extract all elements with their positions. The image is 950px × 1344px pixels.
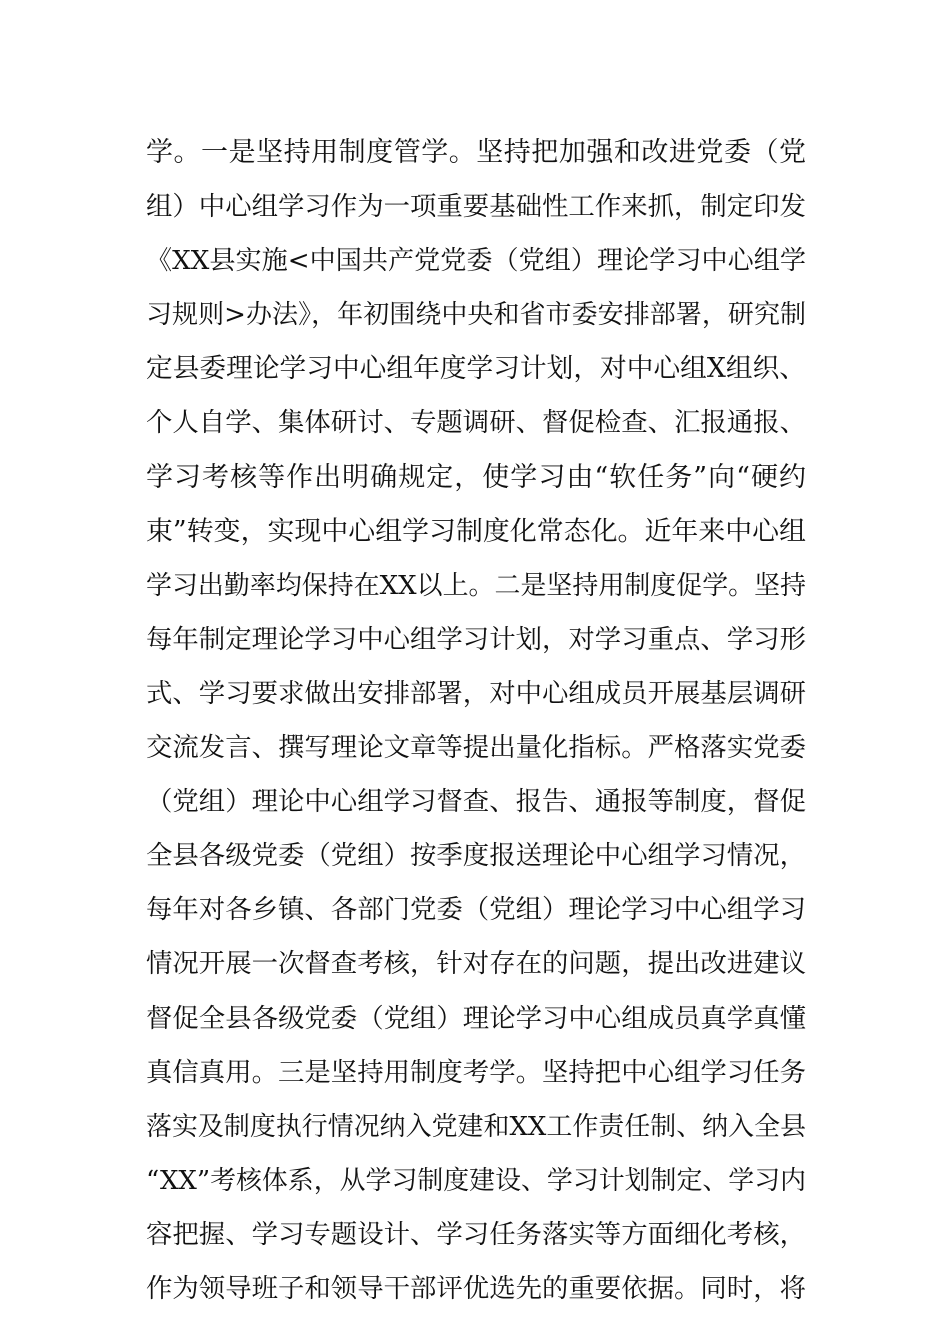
text-line: 学。一是坚持用制度管学。坚持把加强和改进党委（党 [146, 137, 806, 168]
text-line: 束”转变，实现中心组学习制度化常态化。近年来中心组 [146, 515, 806, 547]
text-line: 全县各级党委（党组）按季度报送理论中心组学习情况， [146, 840, 806, 872]
text-line: 习规则>办法》，年初围绕中央和省市委安排部署，研究制 [146, 300, 806, 331]
text-line: 落实及制度执行情况纳入党建和XX工作责任制、纳入全县 [146, 1111, 806, 1142]
text-line: 个人自学、集体研讨、专题调研、督促检查、汇报通报、 [146, 407, 806, 439]
text-line: 学习考核等作出明确规定，使学习由“软任务”向“硬约 [146, 461, 806, 493]
text-line: （党组）理论中心组学习督查、报告、通报等制度，督促 [146, 786, 806, 818]
text-line: 真信真用。三是坚持用制度考学。坚持把中心组学习任务 [146, 1056, 806, 1088]
text-line: “XX”考核体系，从学习制度建设、学习计划制定、学习内 [146, 1165, 806, 1196]
text-line: 督促全县各级党委（党组）理论学习中心组成员真学真懂 [146, 1002, 806, 1034]
text-line: 《XX县实施<中国共产党党委（党组）理论学习中心组学 [146, 246, 806, 277]
text-line: 每年对各乡镇、各部门党委（党组）理论学习中心组学习 [146, 894, 806, 926]
text-line: 式、学习要求做出安排部署，对中心组成员开展基层调研 [146, 677, 806, 709]
text-line: 作为领导班子和领导干部评优选先的重要依据。同时，将 [146, 1272, 806, 1304]
text-line: 定县委理论学习中心组年度学习计划，对中心组X组织、 [146, 353, 806, 385]
text-line: 交流发言、撰写理论文章等提出量化指标。严格落实党委 [146, 732, 806, 764]
text-line: 容把握、学习专题设计、学习任务落实等方面细化考核， [146, 1218, 806, 1250]
text-line: 每年制定理论学习中心组学习计划，对学习重点、学习形 [146, 623, 806, 655]
body-paragraph [146, 126, 806, 1316]
text-line: 情况开展一次督查考核，针对存在的问题，提出改进建议 [146, 948, 806, 980]
text-line: 组）中心组学习作为一项重要基础性工作来抓，制定印发 [146, 191, 806, 223]
text-line: 学习出勤率均保持在XX以上。二是坚持用制度促学。坚持 [146, 570, 806, 601]
